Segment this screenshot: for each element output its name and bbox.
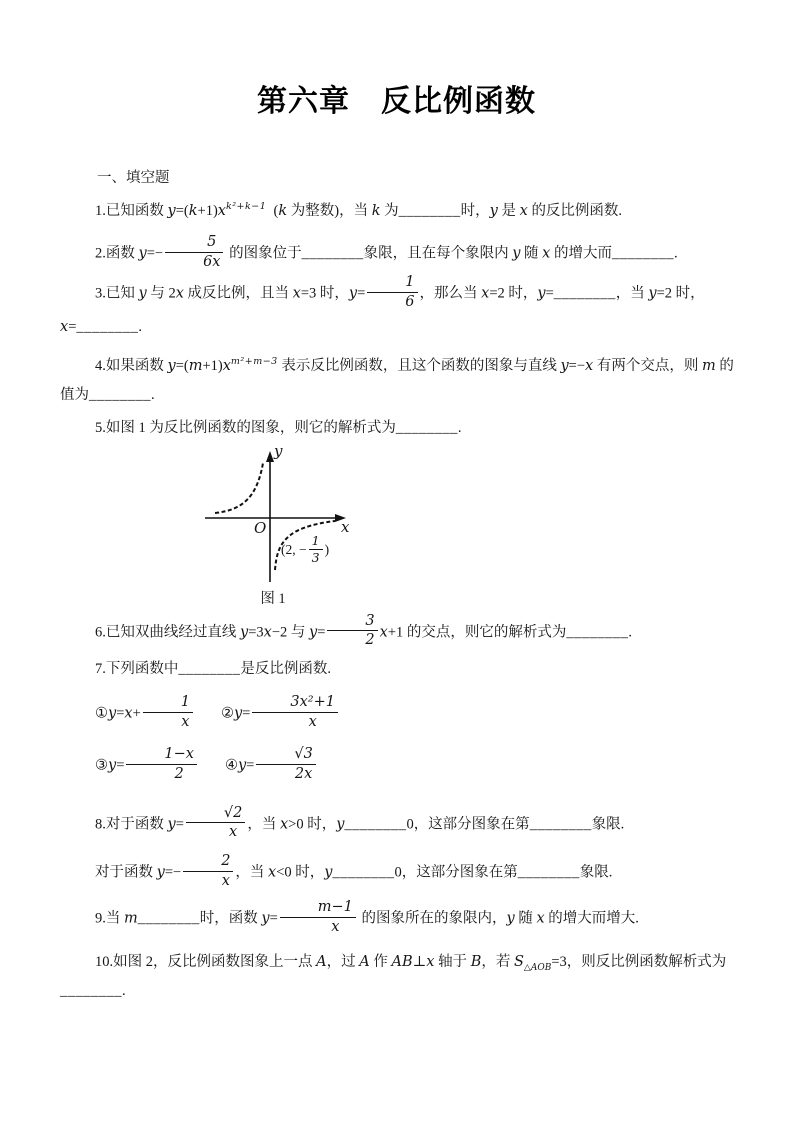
options-row-2: ③y= $\frac{1-x}{2}$ ④y= $\frac{√3}{2x}$ [60, 748, 739, 784]
question-7: 7.下列函数中________是反比例函数. [95, 661, 331, 678]
question-4: 4.如果函数 $y=(m+1)x^{m^2+m-3}$ 表示反比例函数，且这个函数的图象与直线 y=−x 有两个交点，则 m 的值为________. [60, 355, 734, 403]
section-heading: 一、填空题 [97, 170, 170, 186]
question-8-part2: 对于函数 y=− $\frac{2}{x}$ ，当 x<0 时，y________0，这部分图象在第________象限. [95, 853, 613, 889]
question-3: 3.已知 y 与 2x 成反比例，且当 x=3 时，y= $\frac{1}{6}$ ，那么当 x=2 时，y=________，当 y=2 时，x=________. [60, 274, 705, 335]
hyperbola-branch-quadrant2 [215, 463, 263, 513]
y-axis-arrow [266, 451, 274, 462]
question-5: 5.如图 1 为反比例函数的图象，则它的解析式为________. [95, 419, 462, 436]
origin-label: O [254, 518, 267, 537]
question-10: 10.如图 2，反比例函数图象上一点 A，过 A 作 AB⊥x 轴于 B，若 $S_{\triangle AOB}=3$，则反比例函数解析式为________. [60, 953, 727, 999]
figure-1 [193, 441, 403, 611]
y-axis-label: y [274, 441, 283, 460]
question-8: 8.对于函数 y= $\frac{√2}{x}$ ，当 x>0 时，y________0，这部分图象在第________象限. [95, 804, 625, 841]
question-2: 2.函数 y=− $\frac{5}{6x}$ 的图象位于________象限，且在每个象限内 y 随 x 的增大而________. [95, 234, 678, 270]
question-1: 1.已知函数 $y=(k+1)x^{k^2+k-1}$ (k 为整数)，当 k 为________时，y 是 x 的反比例函数. [95, 201, 623, 219]
question-6: 6.已知双曲线经过直线 y=3x−2 与 y= $\frac{3}{2}$ x+1 的交点，则它的解析式为________. [95, 612, 633, 649]
figure-caption: 图 1 [260, 590, 286, 607]
options-row-1: ①y=x+ $\frac{1}{x}$ ②y= $\frac{\text{3x²+1}}{x}$ [60, 696, 739, 732]
page-title: 第六章 反比例函数 [257, 85, 536, 118]
question-9: 9.当 m________时，函数 y= $\frac{m-1}{x}$ 的图象所在的象限内，y 随 x 的增大而增大. [95, 899, 639, 936]
point-label: (2, − $\frac{1}{3}$ ) [281, 532, 330, 566]
x-axis-label: x [341, 517, 350, 536]
